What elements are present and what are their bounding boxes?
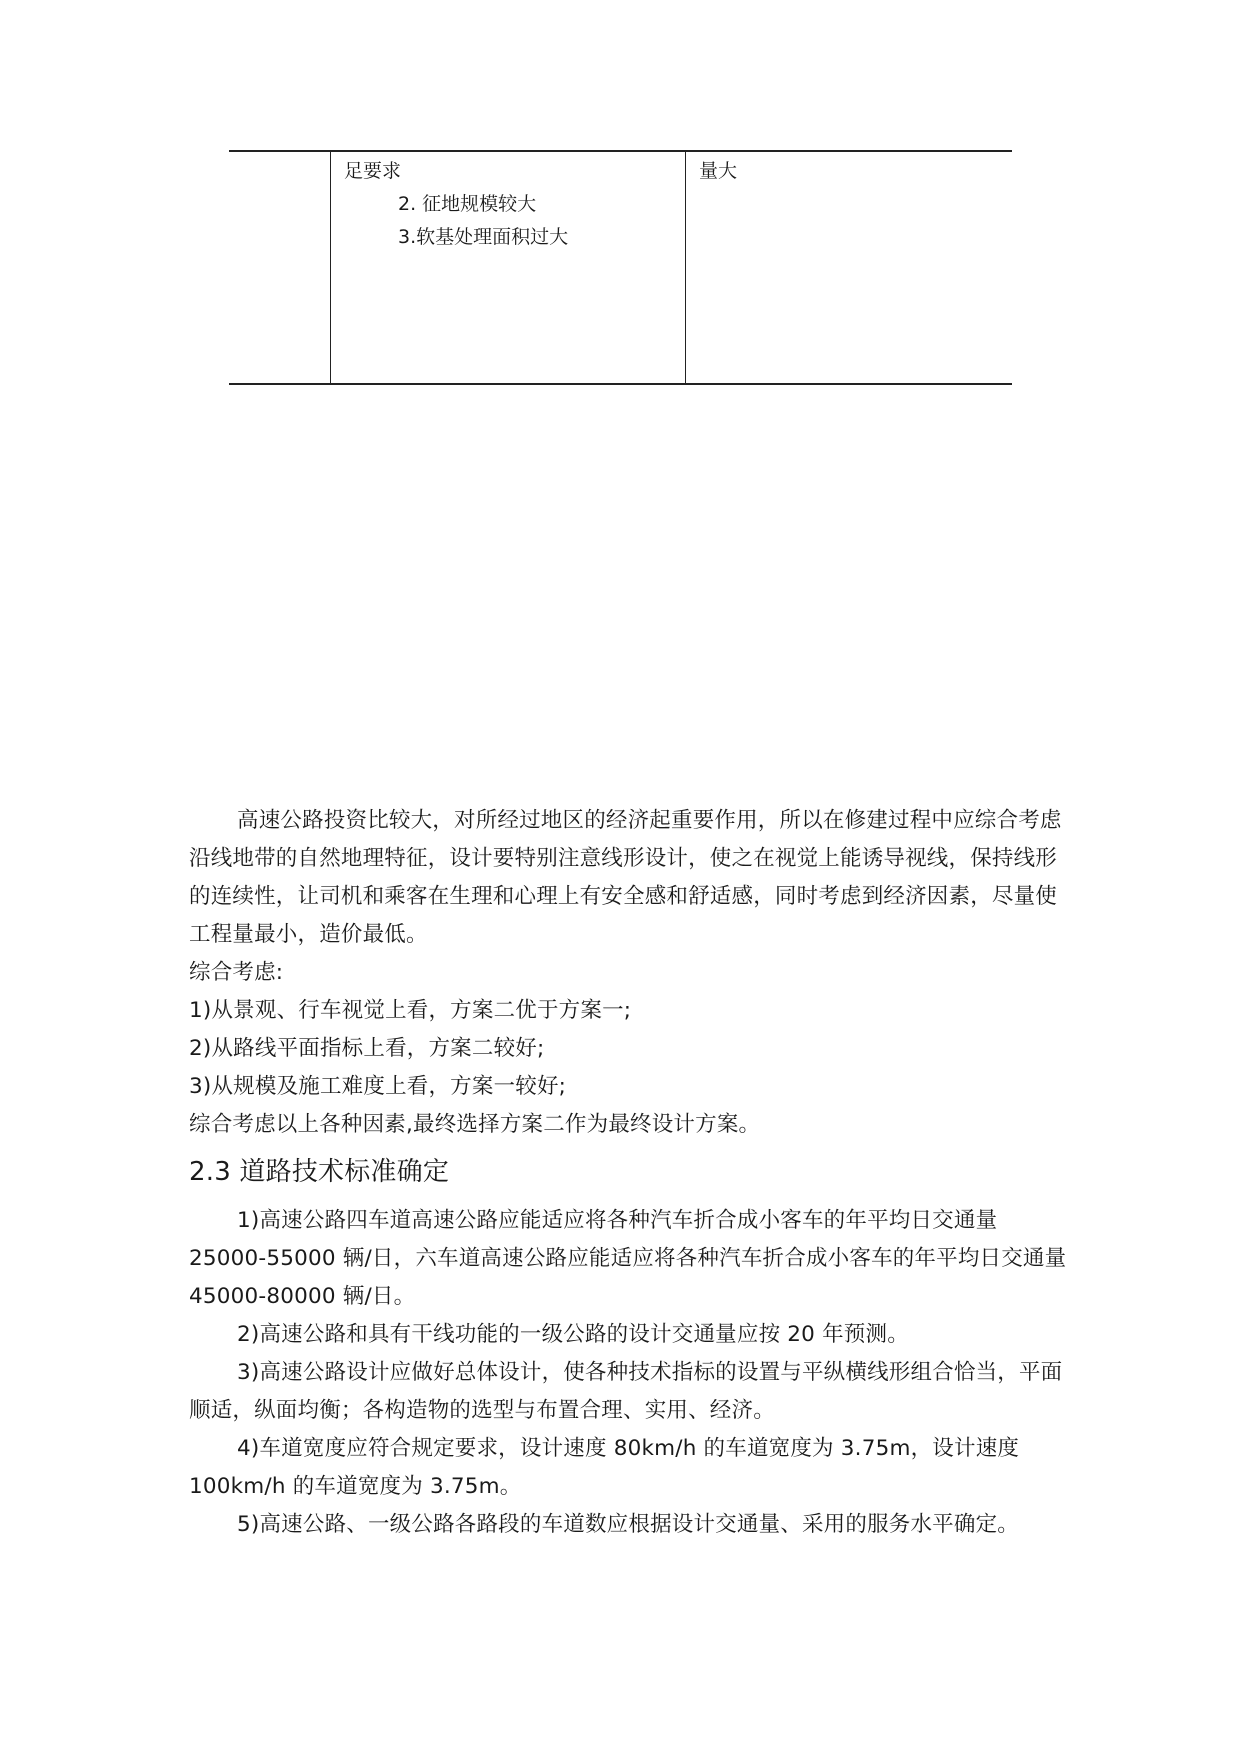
intro-paragraph: 高速公路投资比较大，对所经过地区的经济起重要作用，所以在修建过程中应综合考虑沿线地带的自然地理特征，设计要特别注意线形设计，使之在视觉上能诱导视线，保持线形的连续性，让司机和乘客在生理和心理上有安全感和舒适感，同时考虑到经济因素，尽量使工程量最小，造价最低。 — [189, 808, 1062, 947]
standard-point: 3)高速公路设计应做好总体设计，使各种技术指标的设置与平纵横线形组合恰当，平面顺适，纵面均衡；各构造物的选型与布置合理、实用、经济。 — [189, 1360, 1063, 1423]
considerations-label: 综合考虑: — [189, 960, 284, 985]
table-cell-line: 2. 征地规模较大 — [398, 193, 537, 215]
consideration-item: 1)从景观、行车视觉上看，方案二优于方案一; — [189, 998, 632, 1023]
table-cell-disadvantages — [344, 155, 568, 254]
table-cell-other — [699, 155, 737, 188]
conclusion-paragraph: 综合考虑以上各种因素,最终选择方案二作为最终设计方案。 — [189, 1112, 761, 1137]
table-cell-line: 量大 — [699, 160, 738, 182]
table-column-divider — [685, 152, 686, 383]
comparison-table-fragment — [229, 150, 1012, 385]
standard-point: 5)高速公路、一级公路各路段的车道数应根据设计交通量、采用的服务水平确定。 — [237, 1512, 1019, 1537]
table-cell-line: 足要求 — [344, 160, 402, 182]
table-column-divider — [330, 152, 331, 383]
standard-point: 4)车道宽度应符合规定要求，设计速度 80km/h 的车道宽度为 3.75m，设计速度 100km/h 的车道宽度为 3.75m。 — [189, 1436, 1020, 1499]
consideration-item: 2)从路线平面指标上看，方案二较好; — [189, 1036, 545, 1061]
document-body — [189, 802, 1069, 1544]
section-heading: 2.3 道路技术标准确定 — [189, 1157, 450, 1187]
table-cell-line: 3.软基处理面积过大 — [398, 226, 569, 248]
consideration-item: 3)从规模及施工难度上看，方案一较好; — [189, 1074, 567, 1099]
standard-point: 1)高速公路四车道高速公路应能适应将各种汽车折合成小客车的年平均日交通量 25000-55000 辆/日，六车道高速公路应能适应将各种汽车折合成小客车的年平均日交通量 45000-80000 辆/日。 — [189, 1208, 1067, 1309]
standard-point: 2)高速公路和具有干线功能的一级公路的设计交通量应按 20 年预测。 — [237, 1322, 909, 1347]
